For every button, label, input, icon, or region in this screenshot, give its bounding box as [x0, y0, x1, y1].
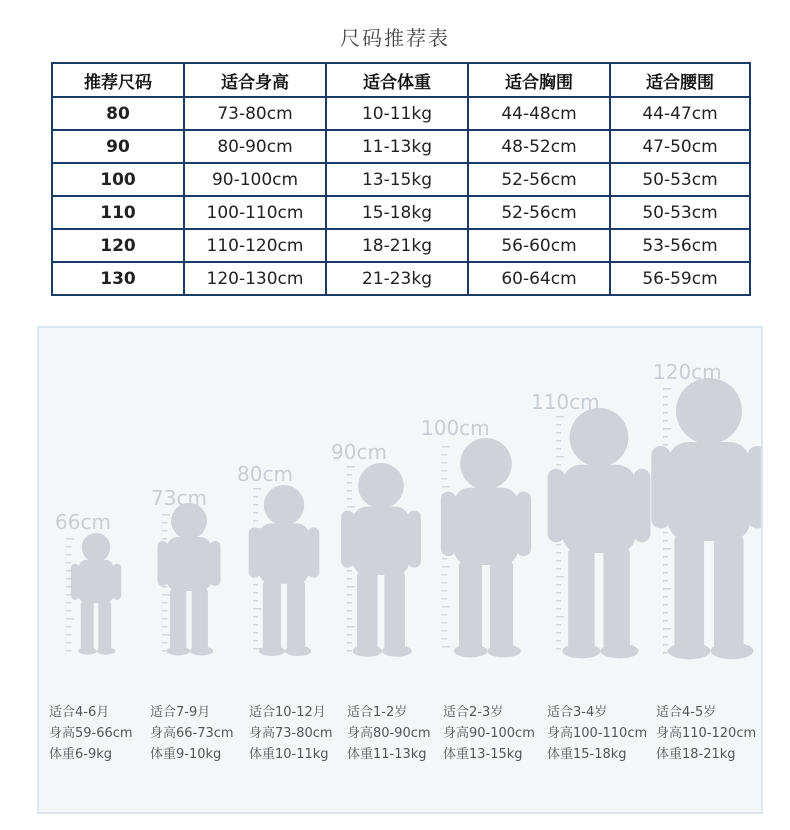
size-table — [51, 62, 751, 296]
height-range: 身高90-100cm — [443, 726, 535, 741]
height-cell: 73-80cm — [184, 97, 326, 130]
height-label: 80cm — [237, 462, 293, 486]
height-range: 身高73-80cm — [249, 726, 333, 741]
column-header: 适合胸围 — [468, 63, 610, 97]
figure-caption — [49, 702, 133, 765]
size-cell: 130 — [52, 262, 184, 295]
chest-cell: 56-60cm — [468, 229, 610, 262]
column-header: 推荐尺码 — [52, 63, 184, 97]
table-row — [52, 130, 750, 163]
height-range: 身高100-110cm — [547, 726, 648, 741]
figure-caption — [150, 702, 234, 765]
figure-caption — [347, 702, 431, 765]
child-silhouette — [249, 485, 320, 656]
height-range: 身高66-73cm — [150, 726, 234, 741]
figure-caption — [443, 702, 535, 765]
weight-range: 体重13-15kg — [443, 747, 523, 762]
height-range: 身高80-90cm — [347, 726, 431, 741]
height-range: 身高110-120cm — [656, 726, 757, 741]
height-chart-panel — [37, 326, 763, 814]
table-row — [52, 229, 750, 262]
waist-cell: 50-53cm — [610, 163, 750, 196]
weight-range: 体重6-9kg — [49, 747, 113, 762]
waist-cell: 47-50cm — [610, 130, 750, 163]
height-label: 90cm — [331, 440, 387, 464]
column-header: 适合身高 — [184, 63, 326, 97]
weight-cell: 13-15kg — [326, 163, 468, 196]
weight-cell: 21-23kg — [326, 262, 468, 295]
child-silhouette — [548, 408, 651, 658]
size-cell: 90 — [52, 130, 184, 163]
chest-cell: 52-56cm — [468, 196, 610, 229]
table-row — [52, 163, 750, 196]
table-row — [52, 262, 750, 295]
waist-cell: 56-59cm — [610, 262, 750, 295]
height-cell: 120-130cm — [184, 262, 326, 295]
height-label: 73cm — [151, 486, 207, 510]
weight-cell: 10-11kg — [326, 97, 468, 130]
child-silhouette — [441, 438, 531, 657]
weight-cell: 15-18kg — [326, 196, 468, 229]
weight-range: 体重11-13kg — [347, 747, 427, 762]
child-silhouette — [158, 503, 221, 656]
chest-cell: 60-64cm — [468, 262, 610, 295]
weight-cell: 18-21kg — [326, 229, 468, 262]
height-label: 66cm — [55, 510, 111, 534]
chest-cell: 44-48cm — [468, 97, 610, 130]
height-label: 100cm — [421, 416, 490, 440]
figure-caption — [656, 702, 756, 765]
age-range: 适合4-6月 — [49, 705, 110, 720]
chest-cell: 48-52cm — [468, 130, 610, 163]
size-cell: 80 — [52, 97, 184, 130]
age-range: 适合1-2岁 — [347, 705, 408, 720]
table-row — [52, 196, 750, 229]
height-cell: 110-120cm — [184, 229, 326, 262]
child-silhouettes — [71, 378, 761, 659]
chest-cell: 52-56cm — [468, 163, 610, 196]
weight-cell: 11-13kg — [326, 130, 468, 163]
weight-range: 体重15-18kg — [547, 747, 627, 762]
age-range: 适合3-4岁 — [547, 705, 608, 720]
page-title: 尺码推荐表 — [340, 26, 450, 50]
height-label: 120cm — [653, 360, 722, 384]
size-cell: 110 — [52, 196, 184, 229]
age-range: 适合2-3岁 — [443, 705, 504, 720]
age-range: 适合4-5岁 — [656, 705, 717, 720]
age-range: 适合7-9月 — [150, 705, 211, 720]
waist-cell: 44-47cm — [610, 97, 750, 130]
figure-caption — [547, 702, 647, 765]
table-row — [52, 97, 750, 130]
waist-cell: 50-53cm — [610, 196, 750, 229]
age-range: 适合10-12月 — [249, 705, 326, 720]
height-cell: 80-90cm — [184, 130, 326, 163]
waist-cell: 53-56cm — [610, 229, 750, 262]
weight-range: 体重10-11kg — [249, 747, 329, 762]
height-label: 110cm — [531, 390, 600, 414]
column-header: 适合腰围 — [610, 63, 750, 97]
size-cell: 120 — [52, 229, 184, 262]
height-cell: 100-110cm — [184, 196, 326, 229]
size-cell: 100 — [52, 163, 184, 196]
column-header: 适合体重 — [326, 63, 468, 97]
height-range: 身高59-66cm — [49, 726, 133, 741]
height-cell: 90-100cm — [184, 163, 326, 196]
table-header-row — [52, 63, 750, 97]
weight-range: 体重9-10kg — [150, 747, 222, 762]
child-silhouette — [71, 533, 121, 655]
child-silhouette — [341, 463, 421, 657]
figure-caption — [249, 702, 333, 765]
weight-range: 体重18-21kg — [656, 747, 736, 762]
